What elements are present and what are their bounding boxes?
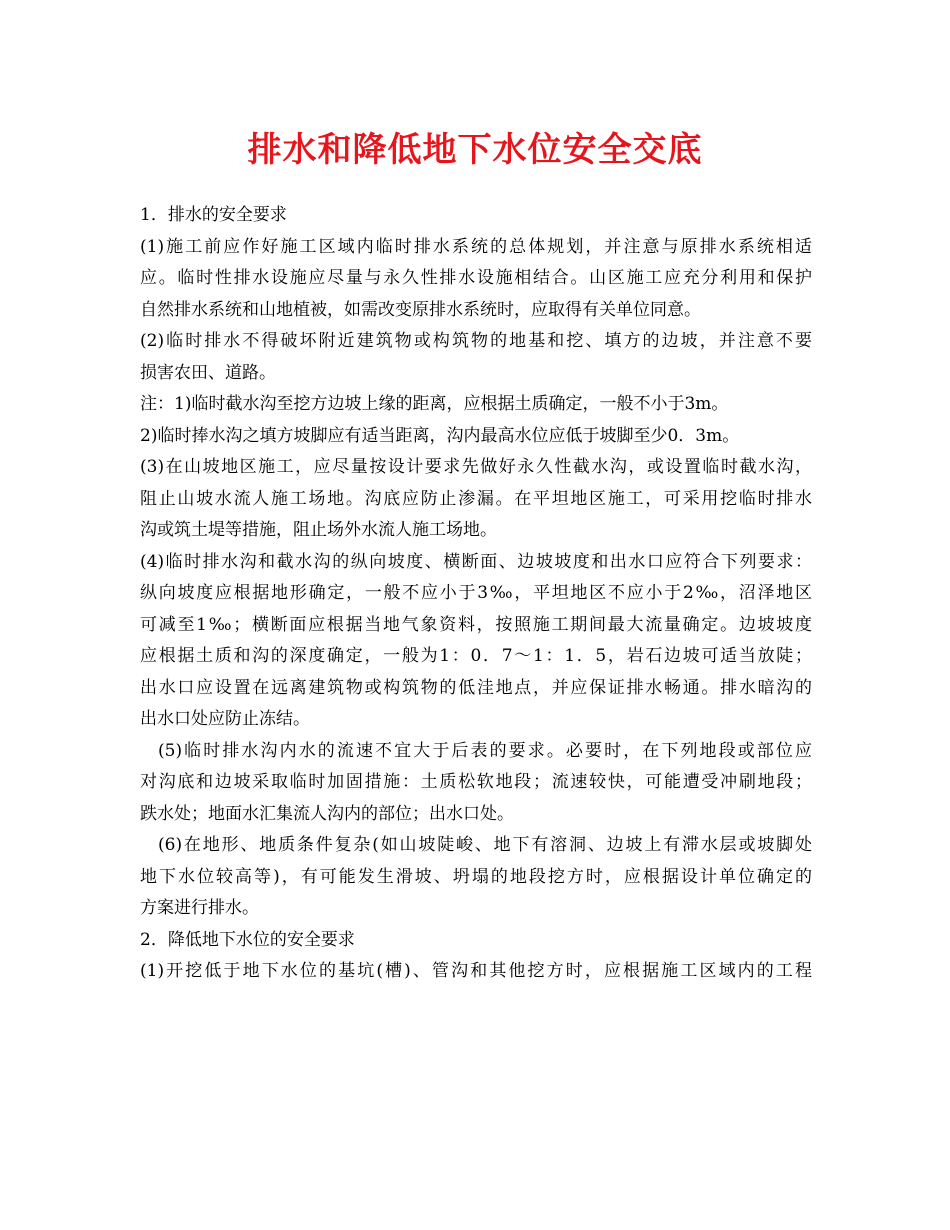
body-line: 地下水位较高等)，有可能发生滑坡、坍塌的地段挖方时，应根据设计单位确定的: [140, 866, 812, 887]
body-line: 纵向坡度应根据地形确定，一般不应小于3‰，平坦地区不应小于2‰，沼泽地区: [140, 583, 812, 603]
body-line: 方案进行排水。: [140, 898, 259, 918]
body-line: 2)临时捧水沟之填方坡脚应有适当距离，沟内最高水位应低于坡脚至少0．3m。: [140, 425, 740, 446]
body-line: (6)在地形、地质条件复杂(如山坡陡峻、地下有溶洞、边坡上有滞水层或坡脚处: [158, 835, 812, 855]
body-line: 出水口应设置在远离建筑物或构筑物的低洼地点，并应保证排水畅通。排水暗沟的: [140, 677, 812, 698]
body-line: (2)临时排水不得破坏附近建筑物或构筑物的地基和挖、填方的边坡，并注意不要: [140, 331, 812, 351]
body-line: 注：1)临时截水沟至挖方边坡上缘的距离，应根据土质确定，一般不小于3m。: [140, 394, 729, 414]
body-line: (1)施工前应作好施工区域内临时排水系统的总体规划，并注意与原排水系统相适: [140, 236, 812, 257]
body-line: 自然排水系统和山地植被，如需改变原排水系统时，应取得有关单位同意。: [140, 299, 701, 320]
body-line: 跌水处；地面水汇集流人沟内的部位；出水口处。: [140, 803, 514, 824]
body-line: (1)开挖低于地下水位的基坑(槽)、管沟和其他挖方时，应根据施工区域内的工程: [140, 961, 812, 981]
body-line: 对沟底和边坡采取临时加固措施：土质松软地段；流速较快，可能遭受冲刷地段；: [140, 772, 812, 792]
body-line: (3)在山坡地区施工，应尽量按设计要求先做好永久性截水沟，或设置临时截水沟，: [140, 457, 812, 477]
body-line: 应。临时性排水设施应尽量与永久性排水设施相结合。山区施工应充分利用和保护: [140, 268, 812, 288]
body-line: 可减至1‰；横断面应根据当地气象资料，按照施工期间最大流量确定。边坡坡度: [140, 614, 812, 635]
body-line: 2．降低地下水位的安全要求: [140, 929, 355, 950]
body-line: 出水口处应防止冻结。: [140, 709, 310, 729]
body-line: 应根据土质和沟的深度确定，一般为1：0．7～1：1．5，岩石边坡可适当放陡；: [140, 646, 812, 666]
body-line: (4)临时排水沟和截水沟的纵向坡度、横断面、边坡坡度和出水口应符合下列要求：: [140, 551, 812, 572]
document-body: [140, 200, 812, 988]
body-line: 阻止山坡水流人施工场地。沟底应防止渗漏。在平坦地区施工，可采用挖临时排水: [140, 488, 812, 509]
body-line: (5)临时排水沟内水的流速不宜大于后表的要求。必要时，在下列地段或部位应: [158, 740, 812, 761]
body-line: 损害农田、道路。: [140, 362, 276, 383]
body-line: 沟或筑土堤等措施，阻止场外水流人施工场地。: [140, 520, 497, 540]
body-line: 1．排水的安全要求: [140, 205, 287, 225]
document-title: 排水和降低地下水位安全交底: [247, 130, 703, 170]
